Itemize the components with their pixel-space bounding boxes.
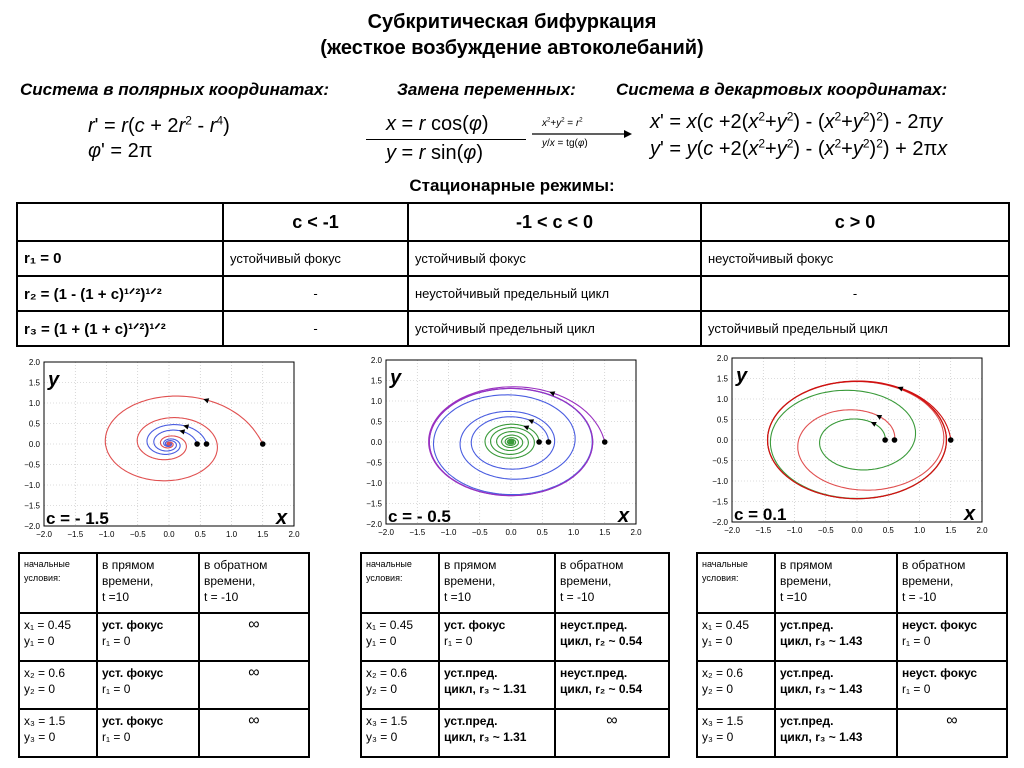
table-row xyxy=(361,709,669,757)
ic-header-initial: начальные условия: xyxy=(361,553,439,613)
x-tick-label: 1.0 xyxy=(913,526,926,535)
x-tick-label: −1.5 xyxy=(755,526,772,535)
cell: устойчивый фокус xyxy=(408,241,701,276)
initial-point xyxy=(882,437,888,443)
cart-eq-x: $x' = x(c +2(x^2+y^2) - (x^2+y^2)^2) - 2\pi y$ xyxy=(650,109,943,133)
y-tick-label: 2.0 xyxy=(370,356,382,365)
x-tick-label: −1.5 xyxy=(409,528,426,537)
title-line-2: (жесткое возбуждение автоколебаний) xyxy=(320,37,704,59)
phase-plot-svg xyxy=(692,350,988,554)
initial-point xyxy=(204,441,210,447)
ic-header-backward: в обратном времени, t = -10 xyxy=(555,553,669,613)
regimes-table xyxy=(16,202,1010,347)
x-tick-label: 0.0 xyxy=(163,530,175,539)
cell: - xyxy=(223,311,408,346)
polar-eq-phi: φ' = 2π xyxy=(88,140,153,162)
result-backward: неуст. фокус r₁ = 0 xyxy=(897,613,1007,661)
result-forward: уст.пред. цикл, r₃ ~ 1.31 xyxy=(439,709,555,757)
x-tick-label: 0.0 xyxy=(851,526,863,535)
substitution-heading: Замена переменных: xyxy=(397,80,576,99)
subst-divider xyxy=(366,139,526,140)
result-forward: уст.пред. цикл, r₃ ~ 1.43 xyxy=(775,613,897,661)
y-tick-label: 1.0 xyxy=(716,395,728,404)
initial-point xyxy=(892,437,898,443)
y-tick-label: 2.0 xyxy=(716,354,728,363)
y-tick-label: 0.0 xyxy=(716,436,728,445)
y-tick-label: −2.0 xyxy=(366,520,382,529)
ic-header-backward: в обратном времени, t = -10 xyxy=(199,553,309,613)
title-line-1: Субкритическая бифуркация xyxy=(367,11,657,33)
table-row xyxy=(697,661,1007,709)
polar-heading: Система в полярных координатах: xyxy=(20,80,329,99)
cell: неустойчивый предельный цикл xyxy=(408,276,701,311)
ic-cell: x₃ = 1.5 y₃ = 0 xyxy=(19,709,97,757)
subst-eq-x: x = r cos(φ) xyxy=(386,113,489,135)
x-tick-label: 0.5 xyxy=(194,530,206,539)
y-tick-label: 1.5 xyxy=(370,376,382,386)
x-tick-label: 0.5 xyxy=(882,526,894,535)
trajectory-3 xyxy=(105,396,262,481)
result-backward: ∞ xyxy=(555,709,669,757)
row-label-r1: r₁ = 0 xyxy=(17,241,223,276)
table-row xyxy=(19,709,309,757)
result-backward: ∞ xyxy=(897,709,1007,757)
initial-point xyxy=(948,437,954,443)
ic-header-forward: в прямом времени, t =10 xyxy=(97,553,199,613)
ic-table-2 xyxy=(360,552,670,758)
cell: - xyxy=(223,276,408,311)
x-tick-label: −1.0 xyxy=(98,530,115,539)
initial-point xyxy=(260,441,266,447)
ic-header-backward: в обратном времени, t = -10 xyxy=(897,553,1007,613)
regimes-header-c2: -1 < c < 0 xyxy=(408,203,701,241)
regimes-header-c3: c > 0 xyxy=(701,203,1009,241)
y-tick-label: −1.5 xyxy=(712,497,728,507)
table-row xyxy=(17,311,1009,346)
regimes-header-empty xyxy=(17,203,223,241)
result-forward: уст. фокус r₁ = 0 xyxy=(439,613,555,661)
x-axis-label: x xyxy=(276,507,288,529)
result-backward: ∞ xyxy=(199,661,309,709)
ic-cell: x₂ = 0.6 y₂ = 0 xyxy=(361,661,439,709)
result-forward: уст. фокус r₁ = 0 xyxy=(97,661,199,709)
ic-cell: x₂ = 0.6 y₂ = 0 xyxy=(19,661,97,709)
x-axis-label: x xyxy=(618,505,630,527)
y-tick-label: −0.5 xyxy=(24,460,40,470)
y-axis-label: y xyxy=(736,365,748,387)
y-tick-label: −1.0 xyxy=(366,479,382,488)
x-tick-label: 0.0 xyxy=(505,528,517,537)
cell: - xyxy=(701,276,1009,311)
result-forward: уст.пред. цикл, r₃ ~ 1.43 xyxy=(775,661,897,709)
result-backward: неуст.пред. цикл, r₂ ~ 0.54 xyxy=(555,661,669,709)
x-tick-label: 1.0 xyxy=(225,530,238,539)
ic-cell: x₂ = 0.6 y₂ = 0 xyxy=(697,661,775,709)
cell: устойчивый фокус xyxy=(223,241,408,276)
x-tick-label: 1.0 xyxy=(567,528,580,537)
y-tick-label: 0.5 xyxy=(370,417,382,427)
phase-plot-svg xyxy=(346,352,642,556)
y-tick-label: 0.0 xyxy=(28,440,40,449)
row-label-r2: r₂ = (1 - (1 + c)¹ᐟ²)¹ᐟ² xyxy=(17,276,223,311)
initial-point xyxy=(536,439,542,445)
y-tick-label: −2.0 xyxy=(24,522,40,531)
phase-plot-c-minus-0-5 xyxy=(346,352,642,561)
y-tick-label: 1.5 xyxy=(716,374,728,384)
cell: устойчивый предельный цикл xyxy=(701,311,1009,346)
direction-arrow-icon xyxy=(179,429,185,434)
phase-plot-svg xyxy=(4,354,300,558)
phase-plot-c-minus-1-5 xyxy=(4,354,300,563)
initial-point xyxy=(602,439,608,445)
trajectory-1 xyxy=(485,424,539,458)
ic-header-initial: начальные условия: xyxy=(19,553,97,613)
subst-note-1: $x^2+y^2 = r^2$ xyxy=(542,117,583,129)
stationary-title: Стационарные режимы: xyxy=(409,176,615,195)
initial-point xyxy=(546,439,552,445)
y-tick-label: 0.5 xyxy=(28,419,40,429)
y-tick-label: 1.0 xyxy=(28,399,40,408)
table-row xyxy=(19,613,309,661)
x-tick-label: 1.5 xyxy=(257,530,269,539)
initial-point xyxy=(194,441,200,447)
y-tick-label: 1.5 xyxy=(28,378,40,388)
table-row xyxy=(17,241,1009,276)
y-tick-label: −0.5 xyxy=(366,458,382,468)
x-tick-label: 2.0 xyxy=(630,528,642,537)
ic-table-3 xyxy=(696,552,1008,758)
regimes-header-c1: c < -1 xyxy=(223,203,408,241)
c-value-label: c = - 0.5 xyxy=(388,507,451,526)
result-forward: уст.пред. цикл, r₃ ~ 1.43 xyxy=(775,709,897,757)
y-tick-label: −1.0 xyxy=(24,481,40,490)
subst-note-2: y/x = tg(φ) xyxy=(542,138,588,149)
y-tick-label: −1.5 xyxy=(366,499,382,509)
y-tick-label: 0.5 xyxy=(716,415,728,425)
x-tick-label: 2.0 xyxy=(976,526,988,535)
ic-header-forward: в прямом времени, t =10 xyxy=(439,553,555,613)
result-backward: ∞ xyxy=(199,613,309,661)
cartesian-heading: Система в декартовых координатах: xyxy=(616,80,948,99)
result-forward: уст. фокус r₁ = 0 xyxy=(97,709,199,757)
result-backward: неуст. фокус r₁ = 0 xyxy=(897,661,1007,709)
x-tick-label: −0.5 xyxy=(129,530,146,539)
x-tick-label: −1.5 xyxy=(67,530,84,539)
cart-eq-y: $y' = y(c +2(x^2+y^2) - (x^2+y^2)^2) + 2\pi x$ xyxy=(650,136,948,160)
row-label-r3: r₃ = (1 + (1 + c)¹ᐟ²)¹ᐟ² xyxy=(17,311,223,346)
trajectory-1 xyxy=(154,430,197,451)
result-forward: уст.пред. цикл, r₃ ~ 1.31 xyxy=(439,661,555,709)
polar-eq-r: $r' = r(c + 2r^2 - r^4)$ xyxy=(88,113,230,137)
phase-plot-c-0-1 xyxy=(692,350,988,559)
ic-cell: x₁ = 0.45 y₁ = 0 xyxy=(361,613,439,661)
table-row xyxy=(17,276,1009,311)
x-axis-label: x xyxy=(964,503,976,525)
cell: устойчивый предельный цикл xyxy=(408,311,701,346)
y-tick-label: 1.0 xyxy=(370,397,382,406)
ic-cell: x₃ = 1.5 y₃ = 0 xyxy=(697,709,775,757)
x-tick-label: −2.0 xyxy=(36,530,52,539)
ic-table-1 xyxy=(18,552,310,758)
y-axis-label: y xyxy=(390,367,402,389)
x-tick-label: −2.0 xyxy=(378,528,394,537)
y-tick-label: −0.5 xyxy=(712,456,728,466)
result-backward: неуст.пред. цикл, r₂ ~ 0.54 xyxy=(555,613,669,661)
ic-header-forward: в прямом времени, t =10 xyxy=(775,553,897,613)
ic-header-initial: начальные условия: xyxy=(697,553,775,613)
y-tick-label: 0.0 xyxy=(370,438,382,447)
x-tick-label: −0.5 xyxy=(817,526,834,535)
result-backward: ∞ xyxy=(199,709,309,757)
c-value-label: c = - 1.5 xyxy=(46,509,109,528)
table-row xyxy=(19,661,309,709)
y-tick-label: 2.0 xyxy=(28,358,40,367)
ic-cell: x₁ = 0.45 y₁ = 0 xyxy=(19,613,97,661)
c-value-label: c = 0.1 xyxy=(734,505,787,524)
table-row xyxy=(361,613,669,661)
x-tick-label: −1.0 xyxy=(786,526,803,535)
x-tick-label: −1.0 xyxy=(440,528,457,537)
x-tick-label: 1.5 xyxy=(945,526,957,535)
table-row xyxy=(361,661,669,709)
subst-eq-y: y = r sin(φ) xyxy=(386,142,483,164)
y-tick-label: −1.5 xyxy=(24,501,40,511)
x-tick-label: −2.0 xyxy=(724,526,740,535)
arrow-right-icon xyxy=(532,128,632,140)
trajectory-2 xyxy=(147,425,207,455)
x-tick-label: 2.0 xyxy=(288,530,300,539)
table-row xyxy=(697,613,1007,661)
x-tick-label: −0.5 xyxy=(471,528,488,537)
ic-cell: x₁ = 0.45 y₁ = 0 xyxy=(697,613,775,661)
x-tick-label: 1.5 xyxy=(599,528,611,537)
y-tick-label: −2.0 xyxy=(712,518,728,527)
ic-cell: x₃ = 1.5 y₃ = 0 xyxy=(361,709,439,757)
x-tick-label: 0.5 xyxy=(536,528,548,537)
y-tick-label: −1.0 xyxy=(712,477,728,486)
result-forward: уст. фокус r₁ = 0 xyxy=(97,613,199,661)
cell: неустойчивый фокус xyxy=(701,241,1009,276)
y-axis-label: y xyxy=(48,369,60,391)
table-row xyxy=(697,709,1007,757)
